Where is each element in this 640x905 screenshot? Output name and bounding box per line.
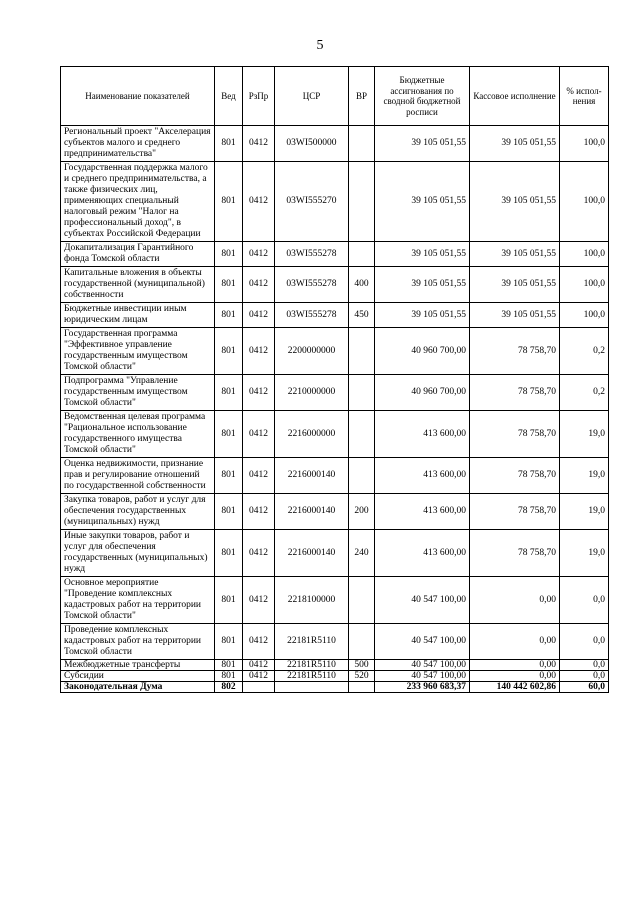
cell-cash: 39 105 051,55: [470, 303, 560, 328]
cell-vr: 450: [349, 303, 375, 328]
cell-ved: 801: [215, 267, 243, 303]
cell-ved: 801: [215, 671, 243, 682]
cell-vr: [349, 682, 375, 693]
table-row: [61, 267, 609, 303]
cell-budget: 39 105 051,55: [375, 303, 470, 328]
cell-rzpr: [243, 682, 275, 693]
cell-csr: 22181R5110: [275, 671, 349, 682]
col-header-ved: Вед: [215, 67, 243, 126]
cell-name: Ведомственная целевая программа "Рациональное использование государственного имущества Томской области": [61, 411, 215, 458]
cell-ved: 801: [215, 494, 243, 530]
cell-rzpr: 0412: [243, 624, 275, 660]
cell-vr: [349, 126, 375, 162]
cell-budget: 233 960 683,37: [375, 682, 470, 693]
cell-ved: 801: [215, 375, 243, 411]
table-row: [61, 671, 609, 682]
col-header-cash: Кассовое исполнение: [470, 67, 560, 126]
cell-cash: 78 758,70: [470, 530, 560, 577]
cell-ved: 801: [215, 530, 243, 577]
col-header-csr: ЦСР: [275, 67, 349, 126]
cell-ved: 802: [215, 682, 243, 693]
cell-vr: 500: [349, 660, 375, 671]
cell-csr: 22181R5110: [275, 660, 349, 671]
cell-rzpr: 0412: [243, 242, 275, 267]
cell-name: Оценка недвижимости, признание прав и регулирование отношений по государственной собственности: [61, 458, 215, 494]
cell-ved: 801: [215, 328, 243, 375]
cell-pct: 0,0: [560, 577, 609, 624]
cell-budget: 39 105 051,55: [375, 242, 470, 267]
cell-budget: 40 547 100,00: [375, 624, 470, 660]
cell-csr: 2216000000: [275, 411, 349, 458]
cell-csr: 2210000000: [275, 375, 349, 411]
cell-name: Государственная программа "Эффективное управление государственным имуществом Томской области": [61, 328, 215, 375]
cell-pct: 100,0: [560, 126, 609, 162]
cell-ved: 801: [215, 303, 243, 328]
cell-pct: 100,0: [560, 162, 609, 242]
cell-budget: 40 547 100,00: [375, 671, 470, 682]
report-table: [60, 66, 609, 693]
cell-budget: 413 600,00: [375, 458, 470, 494]
table-row: [61, 411, 609, 458]
cell-ved: 801: [215, 577, 243, 624]
cell-name: Региональный проект "Акселерация субъектов малого и среднего предпринимательства": [61, 126, 215, 162]
cell-csr: 03WI500000: [275, 126, 349, 162]
cell-vr: [349, 162, 375, 242]
cell-ved: 801: [215, 624, 243, 660]
cell-cash: 78 758,70: [470, 375, 560, 411]
table-row: [61, 660, 609, 671]
table-row: [61, 303, 609, 328]
col-header-rzpr: РзПр: [243, 67, 275, 126]
cell-cash: 78 758,70: [470, 411, 560, 458]
cell-rzpr: 0412: [243, 126, 275, 162]
cell-name: Государственная поддержка малого и среднего предпринимательства, а также физических лиц, применяющих специальный налоговый режим "Налог на профессиональный доход", в субъектах Российской Федерации: [61, 162, 215, 242]
table-row: [61, 682, 609, 693]
cell-cash: 0,00: [470, 624, 560, 660]
cell-ved: 801: [215, 126, 243, 162]
cell-vr: [349, 624, 375, 660]
cell-cash: 39 105 051,55: [470, 267, 560, 303]
cell-cash: 78 758,70: [470, 494, 560, 530]
cell-budget: 413 600,00: [375, 411, 470, 458]
cell-csr: 03WI555278: [275, 267, 349, 303]
cell-csr: 2216000140: [275, 458, 349, 494]
col-header-name: Наименование показателей: [61, 67, 215, 126]
table-row: [61, 328, 609, 375]
cell-pct: 100,0: [560, 267, 609, 303]
page-number: 5: [316, 38, 324, 53]
cell-vr: 240: [349, 530, 375, 577]
table-row: [61, 494, 609, 530]
cell-csr: 03WI555278: [275, 242, 349, 267]
cell-budget: 39 105 051,55: [375, 267, 470, 303]
col-header-pct: % испол-нения: [560, 67, 609, 126]
cell-ved: 801: [215, 411, 243, 458]
cell-rzpr: 0412: [243, 303, 275, 328]
cell-cash: 39 105 051,55: [470, 162, 560, 242]
cell-ved: 801: [215, 458, 243, 494]
cell-name: Иные закупки товаров, работ и услуг для обеспечения государственных (муниципальных) нужд: [61, 530, 215, 577]
cell-csr: 2216000140: [275, 494, 349, 530]
col-header-vr: ВР: [349, 67, 375, 126]
cell-pct: 100,0: [560, 303, 609, 328]
cell-budget: 40 960 700,00: [375, 375, 470, 411]
cell-budget: 413 600,00: [375, 530, 470, 577]
cell-rzpr: 0412: [243, 375, 275, 411]
cell-cash: 39 105 051,55: [470, 242, 560, 267]
cell-budget: 40 547 100,00: [375, 577, 470, 624]
cell-name: Субсидии: [61, 671, 215, 682]
cell-name: Бюджетные инвестиции иным юридическим лицам: [61, 303, 215, 328]
col-header-budget: Бюджетные ассигнования по сводной бюджетной росписи: [375, 67, 470, 126]
cell-cash: 39 105 051,55: [470, 126, 560, 162]
cell-name: Капитальные вложения в объекты государственной (муниципальной) собственности: [61, 267, 215, 303]
cell-rzpr: 0412: [243, 494, 275, 530]
table-row: [61, 577, 609, 624]
cell-cash: 140 442 602,86: [470, 682, 560, 693]
cell-name: Проведение комплексных кадастровых работ на территории Томской области: [61, 624, 215, 660]
table-row: [61, 242, 609, 267]
cell-pct: 19,0: [560, 530, 609, 577]
table-row: [61, 162, 609, 242]
table-row: [61, 624, 609, 660]
cell-csr: 03WI555278: [275, 303, 349, 328]
table-body: [61, 126, 609, 693]
cell-rzpr: 0412: [243, 328, 275, 375]
cell-csr: 2216000140: [275, 530, 349, 577]
cell-cash: 0,00: [470, 671, 560, 682]
table-row: [61, 126, 609, 162]
cell-name: Закупка товаров, работ и услуг для обеспечения государственных (муниципальных) нужд: [61, 494, 215, 530]
cell-budget: 39 105 051,55: [375, 126, 470, 162]
cell-rzpr: 0412: [243, 162, 275, 242]
cell-pct: 0,0: [560, 624, 609, 660]
cell-pct: 60,0: [560, 682, 609, 693]
cell-vr: [349, 328, 375, 375]
cell-pct: 0,2: [560, 375, 609, 411]
cell-pct: 0,0: [560, 660, 609, 671]
cell-budget: 40 547 100,00: [375, 660, 470, 671]
table-row: [61, 458, 609, 494]
cell-vr: [349, 577, 375, 624]
cell-pct: 19,0: [560, 411, 609, 458]
cell-budget: 40 960 700,00: [375, 328, 470, 375]
cell-name: Законодательная Дума: [61, 682, 215, 693]
cell-pct: 0,2: [560, 328, 609, 375]
cell-csr: [275, 682, 349, 693]
cell-rzpr: 0412: [243, 660, 275, 671]
table-row: [61, 530, 609, 577]
cell-rzpr: 0412: [243, 671, 275, 682]
cell-ved: 801: [215, 162, 243, 242]
table-header-row: [61, 67, 609, 126]
cell-name: Межбюджетные трансферты: [61, 660, 215, 671]
cell-rzpr: 0412: [243, 530, 275, 577]
cell-vr: [349, 411, 375, 458]
cell-pct: 19,0: [560, 494, 609, 530]
table-row: [61, 375, 609, 411]
cell-csr: 2200000000: [275, 328, 349, 375]
cell-cash: 0,00: [470, 660, 560, 671]
cell-budget: 413 600,00: [375, 494, 470, 530]
cell-vr: [349, 242, 375, 267]
cell-rzpr: 0412: [243, 267, 275, 303]
cell-ved: 801: [215, 242, 243, 267]
cell-csr: 22181R5110: [275, 624, 349, 660]
cell-pct: 100,0: [560, 242, 609, 267]
cell-ved: 801: [215, 660, 243, 671]
cell-csr: 2218100000: [275, 577, 349, 624]
cell-name: Подпрограмма "Управление государственным имуществом Томской области": [61, 375, 215, 411]
cell-name: Докапитализация Гарантийного фонда Томской области: [61, 242, 215, 267]
cell-cash: 0,00: [470, 577, 560, 624]
cell-pct: 19,0: [560, 458, 609, 494]
cell-csr: 03WI555270: [275, 162, 349, 242]
cell-vr: [349, 375, 375, 411]
cell-rzpr: 0412: [243, 458, 275, 494]
cell-vr: 400: [349, 267, 375, 303]
cell-vr: 520: [349, 671, 375, 682]
cell-cash: 78 758,70: [470, 458, 560, 494]
cell-vr: [349, 458, 375, 494]
cell-cash: 78 758,70: [470, 328, 560, 375]
cell-vr: 200: [349, 494, 375, 530]
cell-rzpr: 0412: [243, 411, 275, 458]
cell-name: Основное мероприятие "Проведение комплексных кадастровых работ на территории Томской области": [61, 577, 215, 624]
cell-rzpr: 0412: [243, 577, 275, 624]
cell-budget: 39 105 051,55: [375, 162, 470, 242]
cell-pct: 0,0: [560, 671, 609, 682]
